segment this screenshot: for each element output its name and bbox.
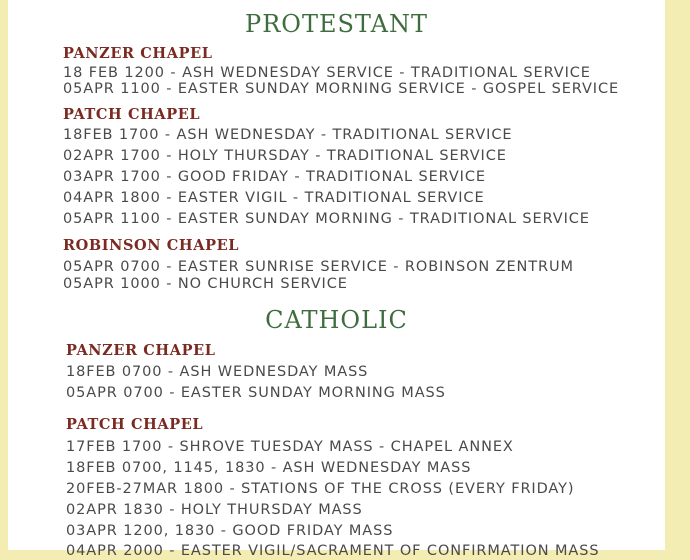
protestant-patch-chapel-title: PATCH CHAPEL xyxy=(63,106,201,123)
protestant-robinson-chapel-title: ROBINSON CHAPEL xyxy=(63,237,240,254)
schedule-line: 05APR 1100 - EASTER SUNDAY MORNING SERVICE - GOSPEL SERVICE xyxy=(63,81,620,97)
catholic-panzer-chapel-title: PANZER CHAPEL xyxy=(66,342,216,359)
schedule-line: 03APR 1200, 1830 - GOOD FRIDAY MASS xyxy=(66,523,394,539)
schedule-line: 02APR 1830 - HOLY THURSDAY MASS xyxy=(66,502,363,518)
schedule-line: 20FEB-27MAR 1800 - STATIONS OF THE CROSS (EVERY FRIDAY) xyxy=(66,481,575,497)
schedule-line: 18 FEB 1200 - ASH WEDNESDAY SERVICE - TRADITIONAL SERVICE xyxy=(63,65,591,81)
schedule-line: 18FEB 1700 - ASH WEDNESDAY - TRADITIONAL SERVICE xyxy=(63,127,513,143)
schedule-line: 04APR 2000 - EASTER VIGIL/SACRAMENT OF CONFIRMATION MASS xyxy=(66,543,600,559)
schedule-line: 05APR 1100 - EASTER SUNDAY MORNING - TRADITIONAL SERVICE xyxy=(63,211,590,227)
schedule-line: 04APR 1800 - EASTER VIGIL - TRADITIONAL SERVICE xyxy=(63,190,485,206)
protestant-panzer-chapel-title: PANZER CHAPEL xyxy=(63,45,213,62)
schedule-line: 02APR 1700 - HOLY THURSDAY - TRADITIONAL SERVICE xyxy=(63,148,507,164)
schedule-line: 18FEB 0700 - ASH WEDNESDAY MASS xyxy=(66,364,369,380)
catholic-heading: CATHOLIC xyxy=(265,306,408,334)
schedule-line: 03APR 1700 - GOOD FRIDAY - TRADITIONAL SERVICE xyxy=(63,169,486,185)
schedule-sheet xyxy=(8,0,665,559)
schedule-line: 05APR 0700 - EASTER SUNRISE SERVICE - ROBINSON ZENTRUM xyxy=(63,259,574,275)
schedule-line: 17FEB 1700 - SHROVE TUESDAY MASS - CHAPEL ANNEX xyxy=(66,439,514,455)
schedule-line: 05APR 1000 - NO CHURCH SERVICE xyxy=(63,276,348,292)
schedule-line: 18FEB 0700, 1145, 1830 - ASH WEDNESDAY MASS xyxy=(66,460,472,476)
protestant-heading: PROTESTANT xyxy=(245,10,428,38)
schedule-line: 05APR 0700 - EASTER SUNDAY MORNING MASS xyxy=(66,385,446,401)
catholic-patch-chapel-title: PATCH CHAPEL xyxy=(66,416,204,433)
